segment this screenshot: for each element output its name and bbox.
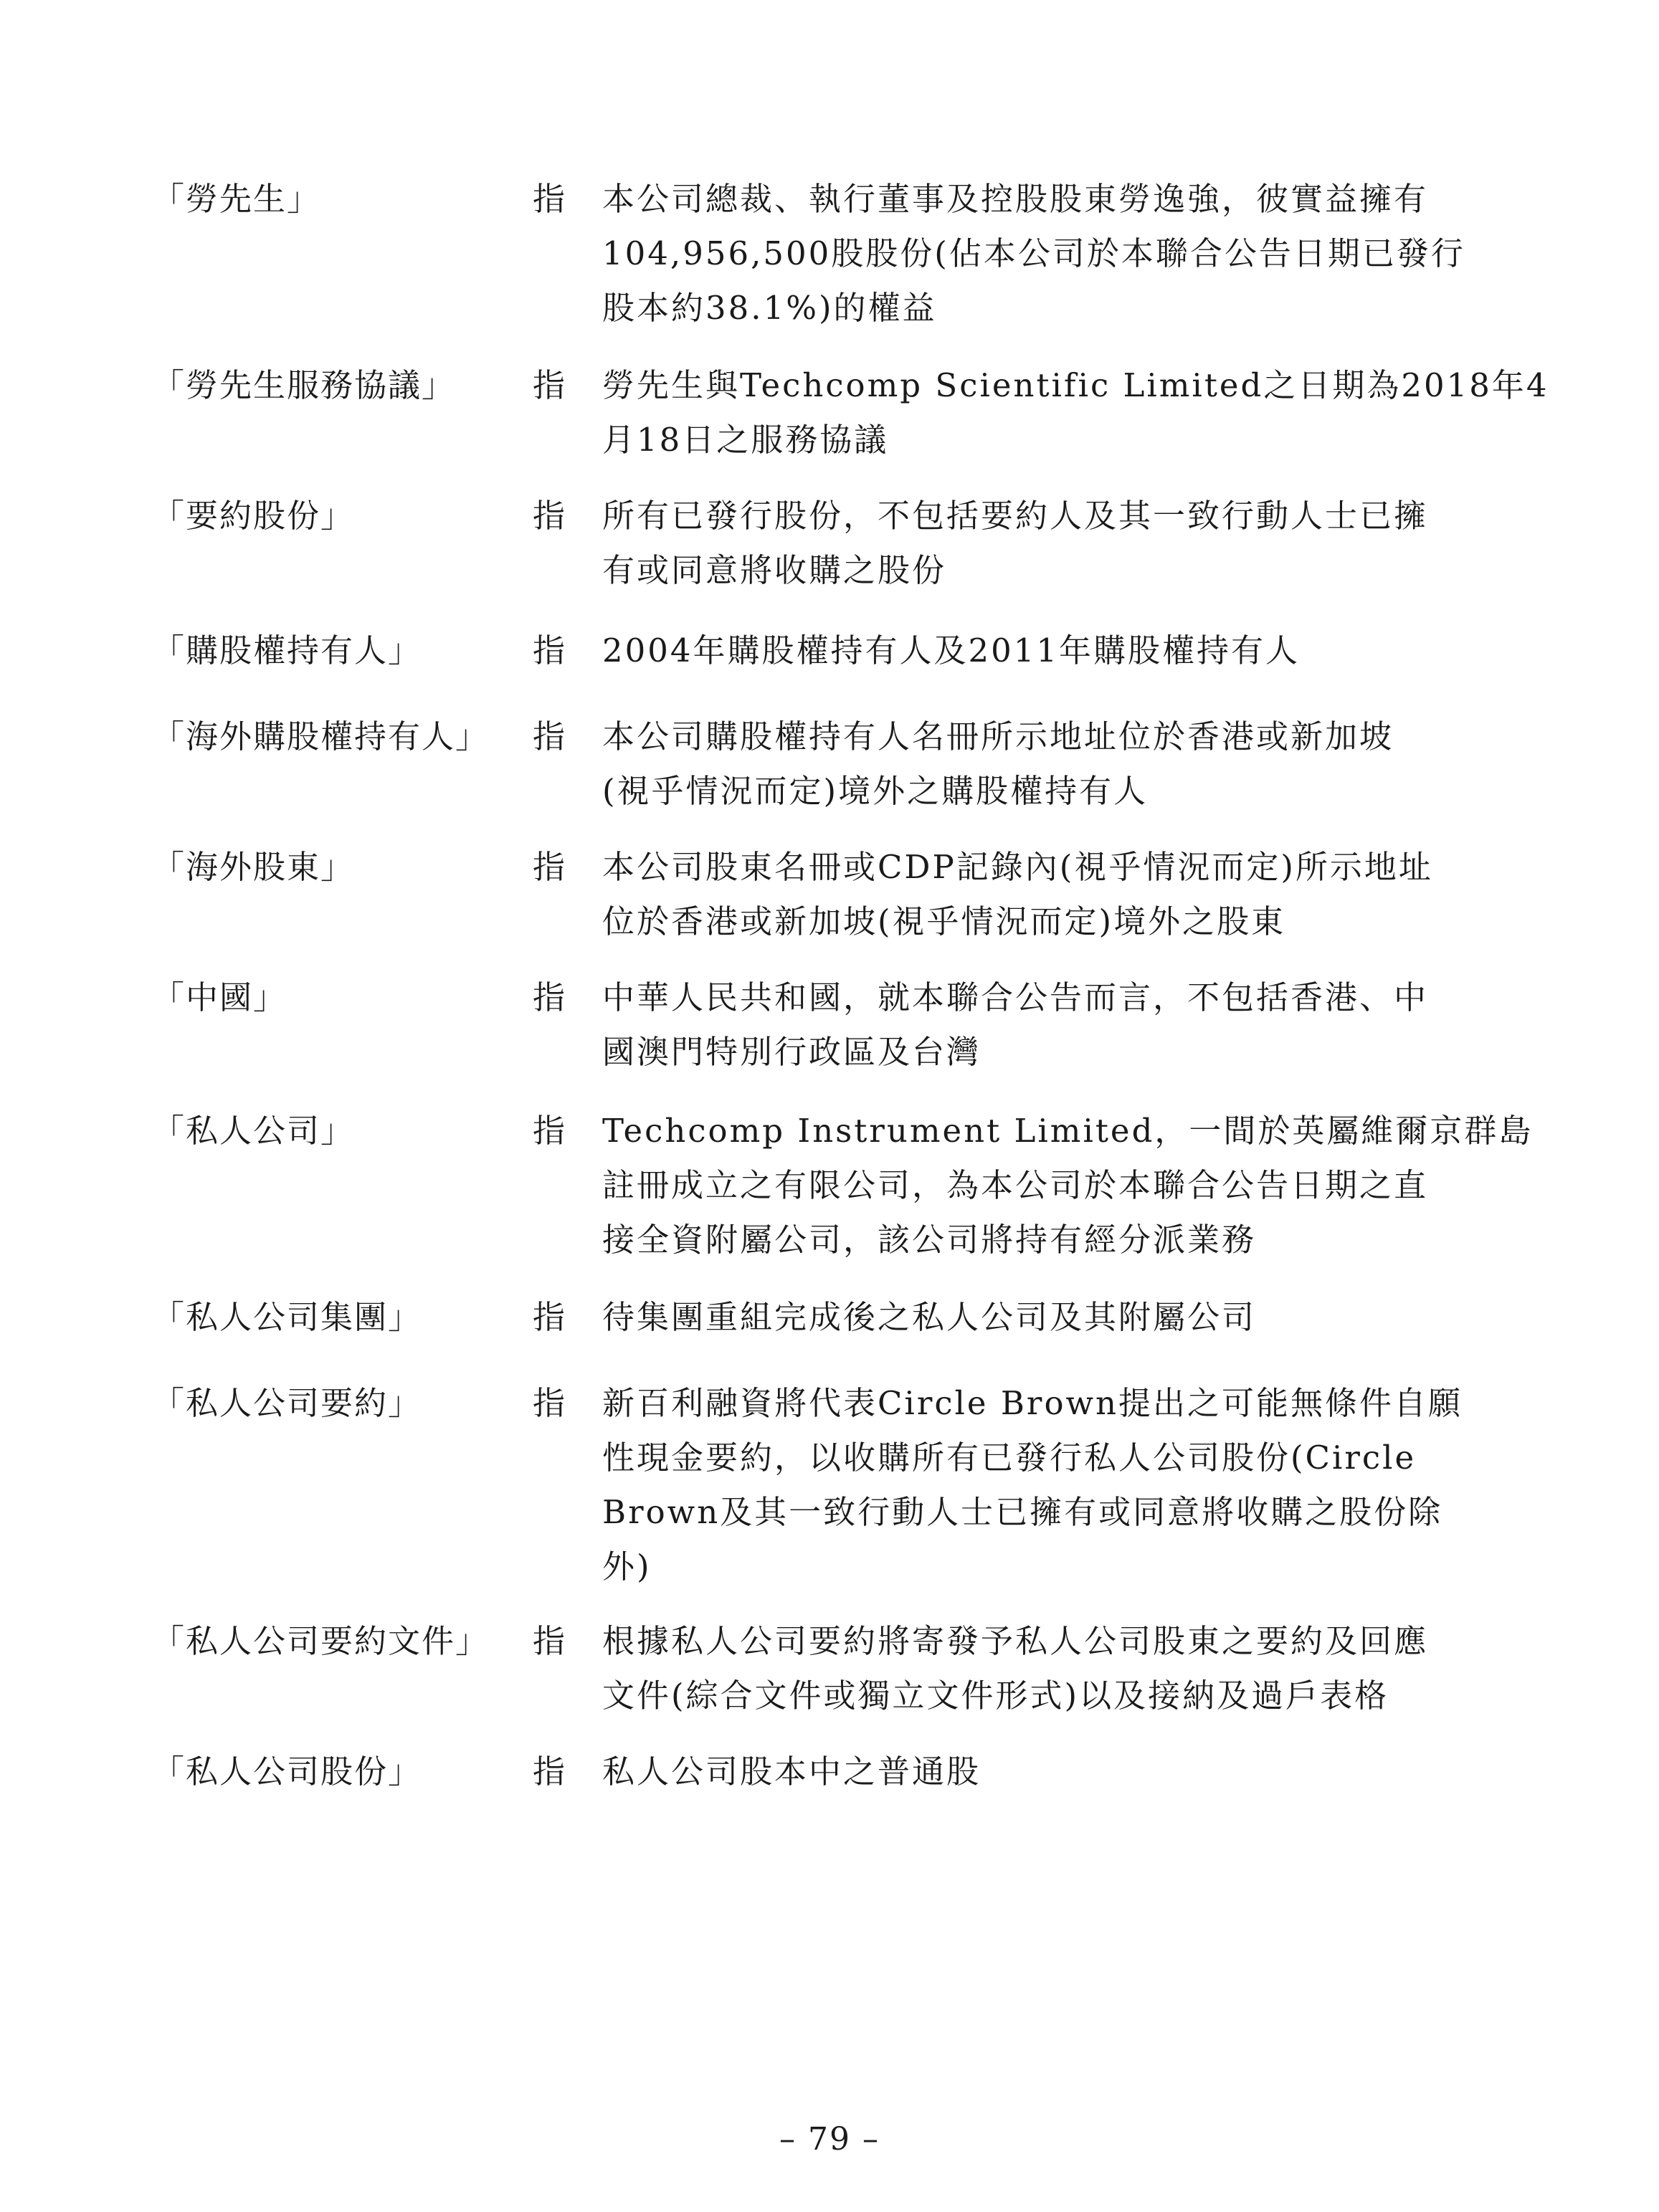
definition-means: 指: [533, 978, 566, 1016]
definition-term: 「私人公司要約」: [152, 1384, 422, 1422]
definition-term: 「勞先生服務協議」: [152, 366, 456, 404]
definition-description: [602, 1290, 1520, 1345]
definition-term: 「中國」: [152, 978, 287, 1016]
definition-term: 「海外股東」: [152, 848, 355, 886]
description-line: 本公司總裁、執行董事及控股股東勞逸強，彼實益擁有: [602, 180, 1429, 218]
definition-means: 指: [533, 1622, 566, 1660]
description-line: 本公司購股權持有人名冊所示地址位於香港或新加坡: [602, 718, 1394, 755]
description-line: 註冊成立之有限公司，為本公司於本聯合公告日期之直: [602, 1166, 1429, 1204]
definition-description: [602, 624, 1520, 678]
definition-term: 「私人公司股份」: [152, 1753, 422, 1791]
description-line: 104,956,500股股份(佔本公司於本聯合公告日期已發行: [602, 234, 1465, 272]
description-line: (視乎情況而定)境外之購股權持有人: [602, 772, 1149, 810]
description-line: 待集團重組完成後之私人公司及其附屬公司: [602, 1298, 1257, 1336]
description-line: 根據私人公司要約將寄發予私人公司股東之要約及回應: [602, 1622, 1429, 1660]
description-line: 勞先生與Techcomp Scientific Limited之日期為2018年4: [602, 366, 1549, 404]
definition-means: 指: [533, 631, 566, 669]
definition-means: 指: [533, 1384, 566, 1422]
definition-description: [602, 1614, 1520, 1723]
description-line: 位於香港或新加坡(視乎情況而定)境外之股東: [602, 902, 1286, 940]
description-line: 外): [602, 1548, 652, 1586]
definition-term: 「勞先生」: [152, 180, 321, 218]
definition-description: [602, 1104, 1534, 1267]
description-line: 性現金要約，以收購所有已發行私人公司股份(Circle: [602, 1439, 1417, 1477]
description-line: Brown及其一致行動人士已擁有或同意將收購之股份除: [602, 1493, 1443, 1531]
page-number: – 79 –: [779, 2121, 880, 2158]
definition-description: [602, 971, 1520, 1079]
definition-description: [602, 172, 1520, 335]
definition-term: 「私人公司要約文件」: [152, 1622, 490, 1660]
description-line: 接全資附屬公司，該公司將持有經分派業務: [602, 1221, 1257, 1259]
definition-term: 「私人公司」: [152, 1112, 355, 1150]
definition-means: 指: [533, 1298, 566, 1336]
definition-means: 指: [533, 1112, 566, 1150]
definition-description: [602, 840, 1520, 949]
description-line: 文件(綜合文件或獨立文件形式)以及接納及過戶表格: [602, 1677, 1389, 1715]
description-line: 國澳門特別行政區及台灣: [602, 1033, 981, 1071]
definition-means: 指: [533, 366, 566, 404]
definition-description: [602, 1376, 1520, 1594]
description-line: 本公司股東名冊或CDP記錄內(視乎情況而定)所示地址: [602, 848, 1433, 886]
definition-means: 指: [533, 180, 566, 218]
definition-description: [602, 1745, 1520, 1799]
description-line: Techcomp Instrument Limited，一間於英屬維爾京群島: [602, 1112, 1534, 1150]
description-line: 有或同意將收購之股份: [602, 551, 947, 589]
description-line: 中華人民共和國，就本聯合公告而言，不包括香港、中: [602, 978, 1429, 1016]
description-line: 新百利融資將代表Circle Brown提出之可能無條件自願: [602, 1384, 1463, 1422]
definition-description: [602, 489, 1520, 598]
description-line: 月18日之服務協議: [602, 421, 889, 459]
definition-description: [602, 358, 1549, 467]
definition-term: 「要約股份」: [152, 497, 355, 535]
definition-means: 指: [533, 1753, 566, 1791]
definition-term: 「購股權持有人」: [152, 631, 422, 669]
description-line: 所有已發行股份，不包括要約人及其一致行動人士已擁: [602, 497, 1429, 535]
definition-means: 指: [533, 718, 566, 755]
definition-term: 「私人公司集團」: [152, 1298, 422, 1336]
definition-description: [602, 710, 1520, 819]
description-line: 股本約38.1%)的權益: [602, 289, 937, 327]
description-line: 私人公司股本中之普通股: [602, 1753, 981, 1791]
definition-term: 「海外購股權持有人」: [152, 718, 490, 755]
description-line: 2004年購股權持有人及2011年購股權持有人: [602, 631, 1301, 669]
definition-means: 指: [533, 497, 566, 535]
definition-means: 指: [533, 848, 566, 886]
